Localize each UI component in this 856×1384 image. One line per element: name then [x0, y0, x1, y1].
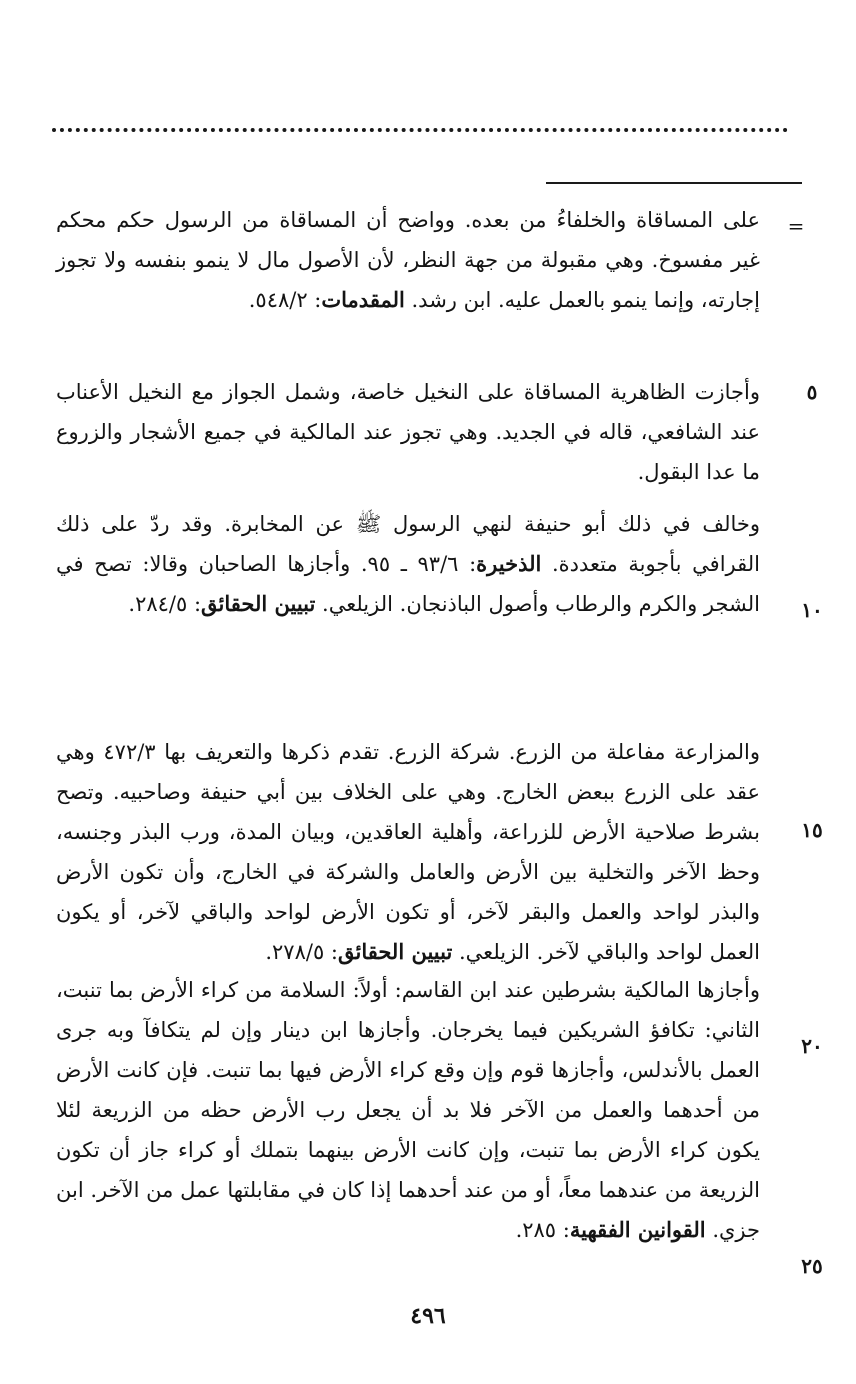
- paragraph-text: : ٩٣/٦ ـ ٩٥. وأجازها الصاحبان وقالا: تصح في الشجر والكرم والرطاب وأصول الباذنجان. الزيلعي.: [56, 552, 760, 616]
- paragraph-text: : ٢٨٥.: [515, 1218, 570, 1242]
- paragraph-text: : ٢٧٨/٥.: [265, 940, 338, 964]
- footnote-paragraph: [56, 372, 760, 492]
- paragraph-text: وأجازها المالكية بشرطين عند ابن القاسم: أولاً: السلامة من كراء الأرض بما تنبت، الثاني: تكافؤ الشريكين فيما يخرجان. وأجازها ابن دينار وإن لم يتكافآ وبه جرى العمل بالأندلس، وأجازها قوم وإن وقع كراء الأرض فيها بما تنبت. فإن كانت الأرض من أحدهما والعمل من الآخر فلا بد أن يجعل رب الأرض حظه من الزريعة لئلا يكون كراء الأرض بما تنبت، وإن كانت الأرض بينهما بتملك أو كراء جاز أن تكون الزريعة من عندهما معاً، أو من عند أحدهما إذا كان في مقابلتها عمل من الآخر. ابن جزي.: [56, 978, 760, 1242]
- paragraph-text: وخالف في ذلك أبو حنيفة لنهي الرسول ﷺ عن المخابرة. وقد ردّ على ذلك القرافي بأجوبة متعددة.: [56, 512, 760, 576]
- page-number: ٤٩٦: [410, 1303, 446, 1329]
- dotted-separator: [52, 128, 788, 132]
- source-title: تبيين الحقائق: [338, 939, 453, 964]
- margin-line-number: ٢٥: [801, 1254, 823, 1278]
- margin-line-number: ١٥: [801, 818, 823, 842]
- paragraph-text: : ٢٨٤/٥.: [128, 592, 202, 616]
- paragraph-text: : ٥٤٨/٢.: [248, 288, 322, 312]
- margin-line-number: ٢٠: [801, 1034, 823, 1058]
- continuation-mark: =: [787, 214, 805, 238]
- footnote-paragraph: [56, 970, 760, 1250]
- margin-line-number: ٥: [806, 380, 818, 404]
- footnote-paragraph: [56, 732, 760, 972]
- footnote-body: [56, 200, 760, 1300]
- source-title: الذخيرة: [476, 551, 542, 576]
- source-title: القوانين الفقهية: [569, 1217, 706, 1242]
- footnote-separator-rule: [546, 182, 802, 184]
- source-title: المقدمات: [321, 287, 405, 312]
- footnote-paragraph: [56, 200, 760, 320]
- footnote-paragraph: [56, 504, 760, 624]
- paragraph-text: على المساقاة والخلفاءُ من بعده. وواضح أن المساقاة من الرسول حكم محكم غير مفسوخ. وهي مقبولة من جهة النظر، لأن الأصول مال لا ينمو بنفسه ولا تجوز إجارته، وإنما ينمو بالعمل عليه. ابن رشد.: [56, 208, 760, 312]
- source-title: تبيين الحقائق: [201, 591, 316, 616]
- margin-line-number: ١٠: [801, 598, 823, 622]
- paragraph-text: والمزارعة مفاعلة من الزرع. شركة الزرع. تقدم ذكرها والتعريف بها ٤٧٢/٣ وهي عقد على الزرع ببعض الخارج. وهي على الخلاف بين أبي حنيفة وصاحبيه. وتصح بشرط صلاحية الأرض للزراعة، وأهلية العاقدين، وبيان المدة، ورب البذر وجنسه، وحظ الآخر والتخلية بين الأرض والعامل والشركة في الخارج، وأن تكون الأرض والبذر لواحد والعمل والبقر لآخر، أو تكون الأرض لواحد والباقي لآخر، أو يكون العمل لواحد والباقي لآخر. الزيلعي.: [56, 740, 760, 964]
- paragraph-text: وأجازت الظاهرية المساقاة على النخيل خاصة، وشمل الجواز مع النخيل الأعناب عند الشافعي، قاله في الجديد. وهي تجوز عند المالكية في جميع الأشجار والزروع ما عدا البقول.: [56, 380, 760, 484]
